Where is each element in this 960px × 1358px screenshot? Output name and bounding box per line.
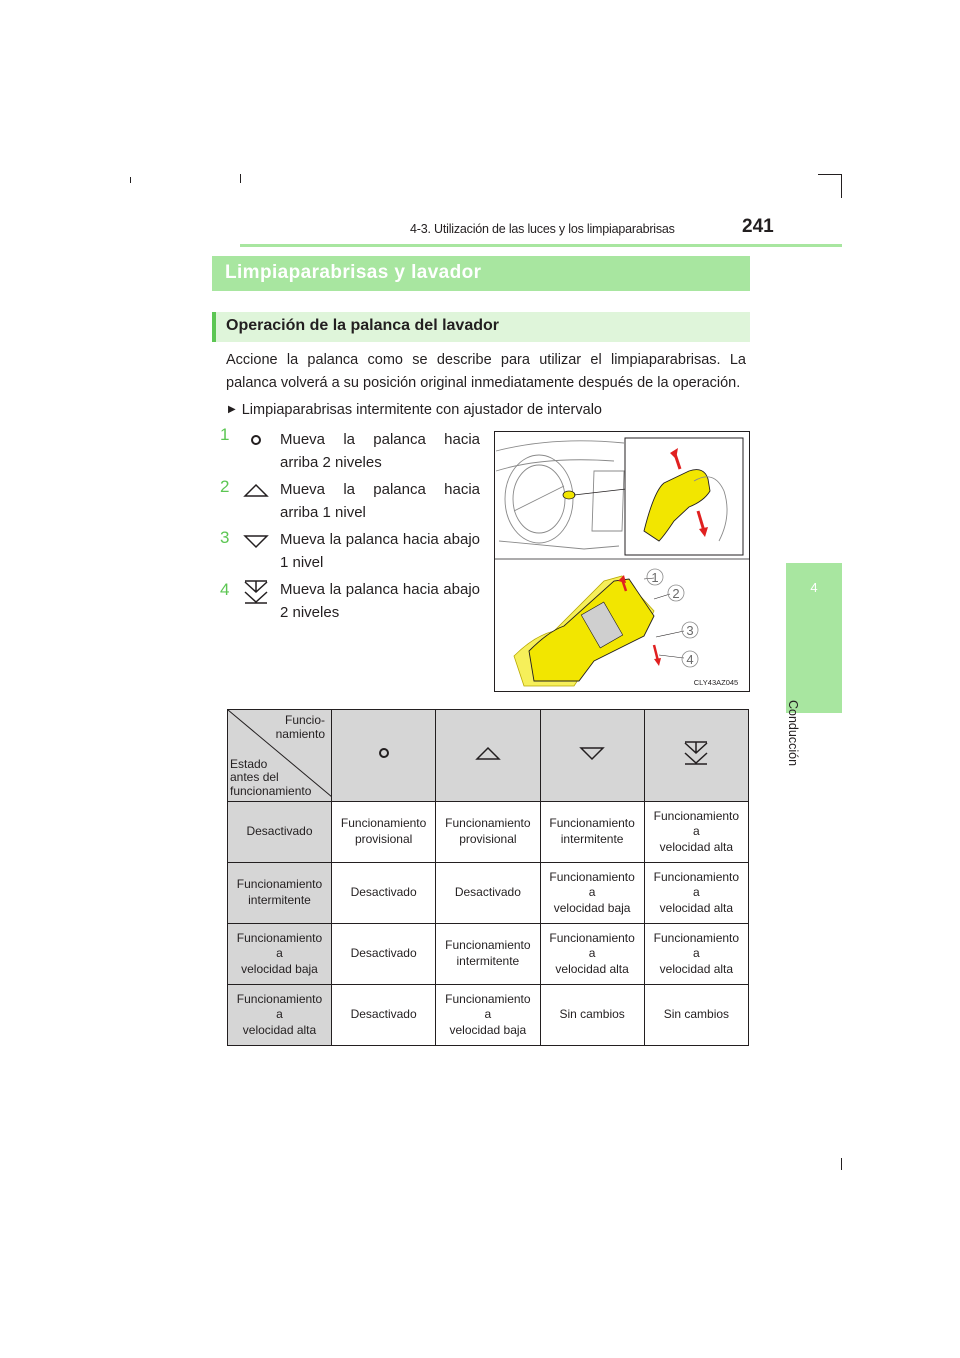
callout-label: 4 (686, 652, 694, 667)
table-cell: Funcionamiento provisional (436, 802, 540, 863)
callout-label: 2 (672, 586, 680, 601)
bullet-item (228, 402, 602, 418)
table-cell: Funcionamiento intermitente (436, 924, 540, 985)
callout-label: 1 (651, 570, 659, 585)
table-cell: Desactivado (436, 863, 540, 924)
lever-location (563, 491, 575, 499)
table-cell: Sin cambios (644, 985, 748, 1046)
table-cell: Funcionamiento a velocidad alta (540, 924, 644, 985)
column-header-mist (332, 710, 436, 802)
operation-table (227, 709, 749, 1046)
crop-mark (240, 174, 241, 183)
header-rule (240, 244, 842, 247)
step-number: 1 (220, 425, 230, 444)
table-cell: Desactivado (332, 985, 436, 1046)
intro-paragraph: Accione la palanca como se describe para utilizar el limpiaparabrisas. La palanca volverá a su posición original inmediatamente después de la operación. (226, 352, 746, 392)
table-cell: Funcionamiento intermitente (540, 802, 644, 863)
subsection-accent (212, 312, 216, 342)
table-cell: Funcionamiento a velocidad alta (644, 924, 748, 985)
table-cell: Funcionamiento a velocidad baja (436, 985, 540, 1046)
figure-code: CLY43AZ045 (693, 678, 739, 687)
table-cell: Sin cambios (540, 985, 644, 1046)
chapter-number: 4 (810, 580, 818, 595)
row-state: Funcionamiento a velocidad baja (228, 924, 332, 985)
down-chevron-icon (578, 744, 606, 762)
table-cell: Funcionamiento a velocidad alta (644, 802, 748, 863)
table-cell: Funcionamiento a velocidad baja (540, 863, 644, 924)
table-row (228, 863, 749, 924)
wiper-lever-illustration (494, 431, 750, 692)
table-corner-header (228, 710, 332, 802)
table-row (228, 985, 749, 1046)
mist-icon (372, 742, 396, 764)
row-state: Funcionamiento a velocidad alta (228, 985, 332, 1046)
mist-icon (244, 429, 268, 451)
table-row (228, 924, 749, 985)
column-header-down-1 (540, 710, 644, 802)
double-down-chevron-icon (242, 578, 270, 606)
chapter-label: Conducción (786, 700, 800, 767)
step-text: Mueva la palanca hacia arriba 1 nivel (280, 481, 480, 522)
section-header: 4-3. Utilización de las luces y los limpiaparabrisas (410, 222, 675, 236)
subsection-title: Operación de la palanca del lavador (226, 317, 499, 334)
step-number: 4 (220, 580, 230, 599)
corner-operation-label: Funcio- namiento (275, 713, 325, 741)
bullet-arrow-icon: ▶ (228, 404, 236, 415)
step-text: Mueva la palanca hacia abajo 1 nivel (280, 531, 480, 572)
section-title: Limpiaparabrisas y lavador (225, 262, 482, 283)
step-number: 2 (220, 477, 230, 496)
column-header-up-1 (436, 710, 540, 802)
bullet-text: Limpiaparabrisas intermitente con ajustador de intervalo (241, 402, 602, 418)
up-chevron-icon (242, 481, 270, 499)
table-cell: Desactivado (332, 863, 436, 924)
table-cell: Funcionamiento provisional (332, 802, 436, 863)
corner-state-label: Estado antes del funcionamiento (230, 756, 312, 799)
crop-mark (130, 177, 131, 183)
step-number: 3 (220, 528, 230, 547)
double-down-chevron-icon (682, 739, 710, 767)
page-number: 241 (742, 216, 774, 237)
table-cell: Desactivado (332, 924, 436, 985)
row-state: Desactivado (228, 802, 332, 863)
row-state: Funcionamiento intermitente (228, 863, 332, 924)
crop-mark (841, 174, 842, 198)
step-text: Mueva la palanca hacia abajo 2 niveles (280, 581, 480, 622)
table-row (228, 802, 749, 863)
step-text: Mueva la palanca hacia arriba 2 niveles (280, 431, 480, 472)
crop-mark (841, 1158, 842, 1170)
callout-label: 3 (686, 623, 694, 638)
crop-mark (818, 174, 842, 175)
down-chevron-icon (242, 532, 270, 550)
up-chevron-icon (474, 744, 502, 762)
table-cell: Funcionamiento a velocidad alta (644, 863, 748, 924)
column-header-down-2 (644, 710, 748, 802)
